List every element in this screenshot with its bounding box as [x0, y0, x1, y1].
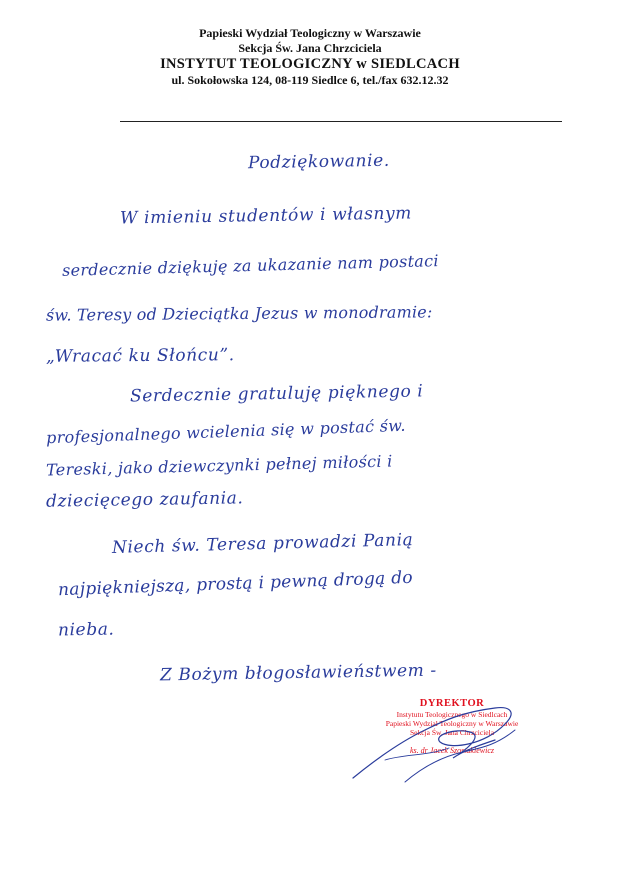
signature-icon [345, 690, 545, 790]
letterhead-institute: INSTYTUT TEOLOGICZNY w SIEDLCACH [160, 56, 460, 72]
letterhead-faculty: Papieski Wydział Teologiczny w Warszawie [199, 26, 421, 40]
stamp-institute: Instytutu Teologicznego w Siedlcach [396, 710, 508, 719]
letter-line: Tereski, jako dziewczynki pełnej miłości i [45, 451, 393, 480]
letter-closing: Z Bożym błogosławieństwem - [159, 660, 437, 686]
letter-line: św. Teresy od Dzieciątka Jezus w monodramie: [45, 302, 433, 325]
stamp-title: DYREKTOR [419, 698, 485, 709]
letter-line: profesjonalnego wcielenia się w postać św. [45, 415, 406, 448]
letter-line: najpiękniejszą, prostą i pewną drogą do [57, 567, 414, 601]
letter-line: serdecznie dziękuję za ukazanie nam postaci [61, 251, 440, 280]
letter-line: dziecięcego zaufania. [45, 488, 244, 512]
letter-line: W imieniu studentów i własnym [119, 203, 413, 229]
letter-line: nieba. [57, 619, 115, 641]
letterhead [0, 26, 620, 88]
stamp-faculty: Papieski Wydział Teologiczny w Warszawie [385, 719, 519, 728]
stamp-name: ks. dr Jacek Szostakiewicz [410, 746, 494, 755]
letter-line: Niech św. Teresa prowadzi Panią [111, 530, 414, 558]
letter-line: „Wracać ku Słońcu”. [45, 345, 235, 367]
header-divider [120, 121, 562, 122]
letterhead-address: ul. Sokołowska 124, 08-119 Siedlce 6, tel./fax 632.12.32 [171, 73, 449, 87]
stamp-section: Sekcja Św. Jana Chrzciciela [409, 728, 495, 737]
letter-line: Serdecznie gratuluję pięknego i [129, 381, 424, 407]
letter-heading: Podziękowanie. [247, 150, 390, 174]
letterhead-section: Sekcja Św. Jana Chrzciciela [238, 41, 382, 55]
